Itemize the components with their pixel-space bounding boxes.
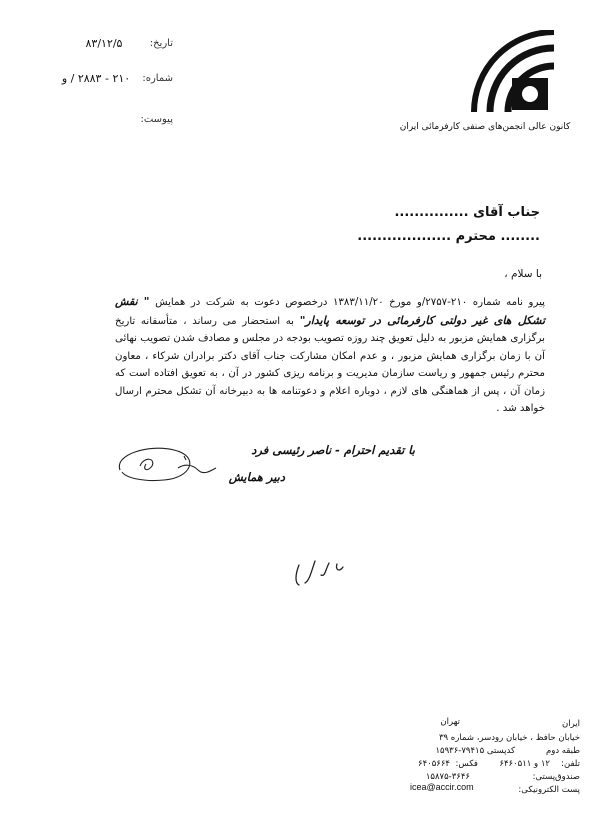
attachment-label: پیوست: xyxy=(140,114,173,125)
footer-city: تهران xyxy=(440,717,460,727)
footer-fax-label: فکس: xyxy=(455,759,478,769)
body-title-1: " نقش xyxy=(115,295,150,308)
footer-fax-value: ۶۴۰۵۶۶۴ xyxy=(418,759,450,769)
annotation-text xyxy=(300,562,340,563)
footer-pobox-value: ۱۵۸۷۵-۳۶۴۶ xyxy=(425,772,470,782)
logo-icon xyxy=(468,30,578,125)
date-value: ۸۳/۱۲/۵ xyxy=(85,37,123,50)
footer-phone-value: ۱۲ و ۶۴۶۰۵۱۱ xyxy=(499,759,550,769)
date-label: تاریخ: xyxy=(149,38,173,49)
handwritten-annotation-icon xyxy=(285,555,355,589)
signature-icon xyxy=(112,440,222,490)
number-label: شماره: xyxy=(142,73,173,84)
closing-line-1: با تقدیم احترام - ناصر رئیسی فرد xyxy=(251,443,415,457)
footer-postal-code: کدپستی ۷۹۴۱۵-۱۵۹۳۶ xyxy=(435,746,515,756)
footer-pobox-label: صندوق‌پستی: xyxy=(532,772,580,782)
body-title-2: تشکل های غیر دولتی کارفرمائی در توسعه پایدار" xyxy=(299,313,546,327)
footer-country: ایران xyxy=(561,719,580,729)
footer-email-label: پست الکترونیکی: xyxy=(518,785,580,795)
body-text-1: پیرو نامه شماره ۲۱۰-۲۷۵۷/و مورخ ۱۳۸۳/۱۱/۲۰ درخصوص دعوت به شرکت در همایش xyxy=(155,297,545,308)
footer-address: خیابان حافظ ، خیابان رودسر، شماره ۳۹ xyxy=(438,733,580,743)
letter-body xyxy=(115,293,545,418)
addressee-line-1: جناب آقای ............... xyxy=(394,205,540,220)
footer-floor: طبقه دوم xyxy=(545,746,580,756)
number-value: ۲۱۰ - ۲۸۸۳ / و xyxy=(61,72,131,85)
closing-line-2: دبیر همایش xyxy=(228,470,285,484)
greeting: با سلام ، xyxy=(504,268,542,280)
org-name: کانون عالی انجمن‌های صنفی کارفرمائی ایران xyxy=(399,122,571,132)
body-text-2: به استحضار می رساند ، متأسفانه تاریخ برگزاری همایش مزبور به دلیل تعویق چند روزه تصویب بودجه در مجلس و مصادف شدن تصویب نهائی آن با زمان برگزاری همایش مزبور ، و عدم امکان مشارکت جناب آقای دکتر برادران شرکاء ، معاون محترم رئیس جمهور و ریاست سازمان مدیریت و برنامه ریزی کشور در آن ، به تعویق افتاده است که زمان آن ، پس از هماهنگی های لازم ، دوباره اعلام و دعوتنامه ها به دبیرخانه آن تشکل محترم ارسال خواهد شد . xyxy=(115,315,545,414)
addressee-line-2: ........ محترم ................... xyxy=(357,229,540,244)
footer-email-value[interactable]: icea@accir.com xyxy=(410,782,474,792)
footer-phone-label: تلفن: xyxy=(561,759,580,769)
